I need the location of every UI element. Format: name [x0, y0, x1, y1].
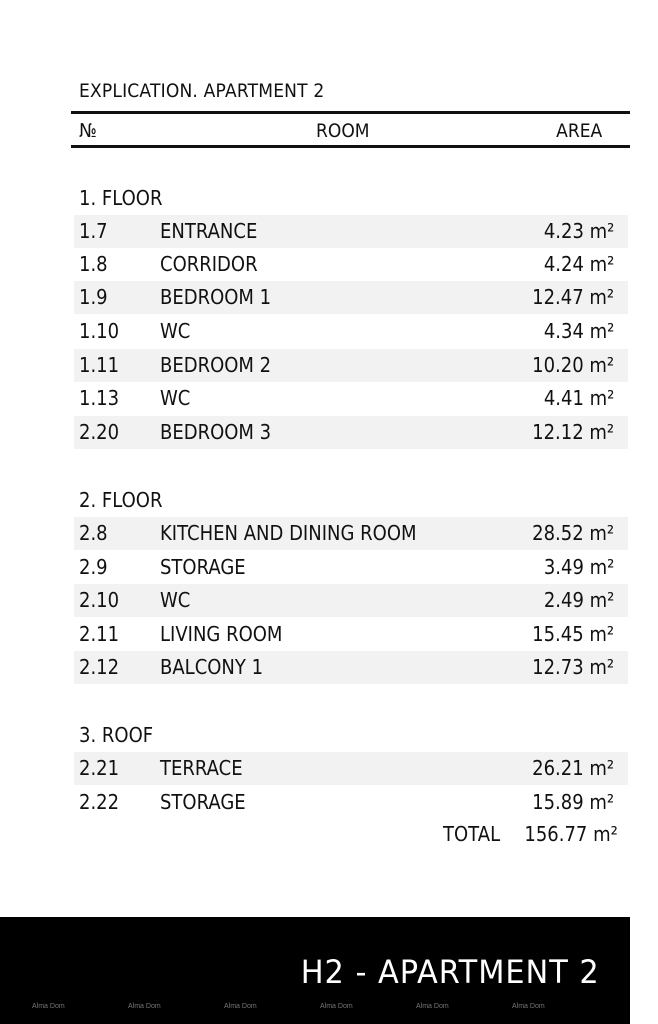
column-header-area: AREA — [555, 120, 602, 142]
room-name: LIVING ROOM — [160, 622, 283, 646]
table-row — [74, 281, 628, 314]
room-area: 15.45 m² — [531, 622, 614, 646]
room-number: 2.22 — [79, 790, 120, 814]
room-number: 1.9 — [79, 285, 108, 309]
column-header-number: № — [79, 120, 97, 142]
watermark: Alma Dom — [416, 1003, 449, 1010]
footer-title: H2 - APARTMENT 2 — [301, 953, 600, 991]
section-title: 3. ROOF — [79, 723, 154, 747]
room-number: 2.21 — [79, 756, 120, 780]
room-area: 4.41 m² — [543, 386, 614, 410]
table-row — [74, 248, 628, 281]
room-name: STORAGE — [160, 790, 246, 814]
room-area: 12.47 m² — [531, 285, 614, 309]
room-number: 2.8 — [79, 521, 108, 545]
room-number: 1.7 — [79, 219, 108, 243]
room-name: BEDROOM 2 — [160, 353, 272, 377]
watermark: Alma Dom — [512, 1003, 545, 1010]
room-name: STORAGE — [160, 555, 246, 579]
table-row — [74, 752, 628, 785]
room-area: 28.52 m² — [531, 521, 614, 545]
table-row — [74, 315, 628, 348]
table-row — [74, 349, 628, 382]
room-area: 4.34 m² — [543, 319, 614, 343]
header-top-rule — [71, 111, 630, 114]
table-row — [74, 382, 628, 415]
room-area: 4.23 m² — [543, 219, 614, 243]
room-number: 2.12 — [79, 655, 120, 679]
room-area: 12.73 m² — [531, 655, 614, 679]
room-number: 2.10 — [79, 588, 120, 612]
room-name: KITCHEN AND DINING ROOM — [160, 521, 417, 545]
table-row — [74, 618, 628, 651]
table-row — [74, 651, 628, 684]
table-row — [74, 416, 628, 449]
room-area: 15.89 m² — [531, 790, 614, 814]
room-name: TERRACE — [160, 756, 243, 780]
section-title: 1. FLOOR — [79, 186, 163, 210]
total-label: TOTAL — [443, 822, 501, 846]
room-name: CORRIDOR — [160, 252, 258, 276]
table-row — [74, 551, 628, 584]
section-title: 2. FLOOR — [79, 488, 163, 512]
total-value: 156.77 m² — [524, 822, 618, 846]
watermark: Alma Dom — [320, 1003, 353, 1010]
table-row — [74, 517, 628, 550]
room-number: 2.20 — [79, 420, 120, 444]
table-row — [74, 584, 628, 617]
room-number: 1.10 — [79, 319, 120, 343]
room-name: BEDROOM 1 — [160, 285, 272, 309]
room-number: 1.11 — [79, 353, 120, 377]
room-name: WC — [160, 386, 191, 410]
room-area: 2.49 m² — [543, 588, 614, 612]
room-number: 2.11 — [79, 622, 120, 646]
room-number: 1.13 — [79, 386, 120, 410]
watermark: Alma Dom — [224, 1003, 257, 1010]
room-area: 10.20 m² — [531, 353, 614, 377]
header-bottom-rule — [71, 145, 630, 148]
footer-banner — [0, 917, 630, 1024]
watermark: Alma Dom — [32, 1003, 65, 1010]
room-name: WC — [160, 319, 191, 343]
room-name: WC — [160, 588, 191, 612]
room-area: 12.12 m² — [531, 420, 614, 444]
room-area: 3.49 m² — [543, 555, 614, 579]
room-name: BEDROOM 3 — [160, 420, 272, 444]
room-number: 2.9 — [79, 555, 108, 579]
document-title: EXPLICATION. APARTMENT 2 — [79, 80, 325, 102]
watermark: Alma Dom — [128, 1003, 161, 1010]
table-row — [74, 786, 628, 819]
room-area: 26.21 m² — [531, 756, 614, 780]
room-area: 4.24 m² — [543, 252, 614, 276]
room-name: ENTRANCE — [160, 219, 258, 243]
column-header-room: ROOM — [316, 120, 370, 142]
room-name: BALCONY 1 — [160, 655, 264, 679]
room-number: 1.8 — [79, 252, 108, 276]
table-row — [74, 215, 628, 248]
